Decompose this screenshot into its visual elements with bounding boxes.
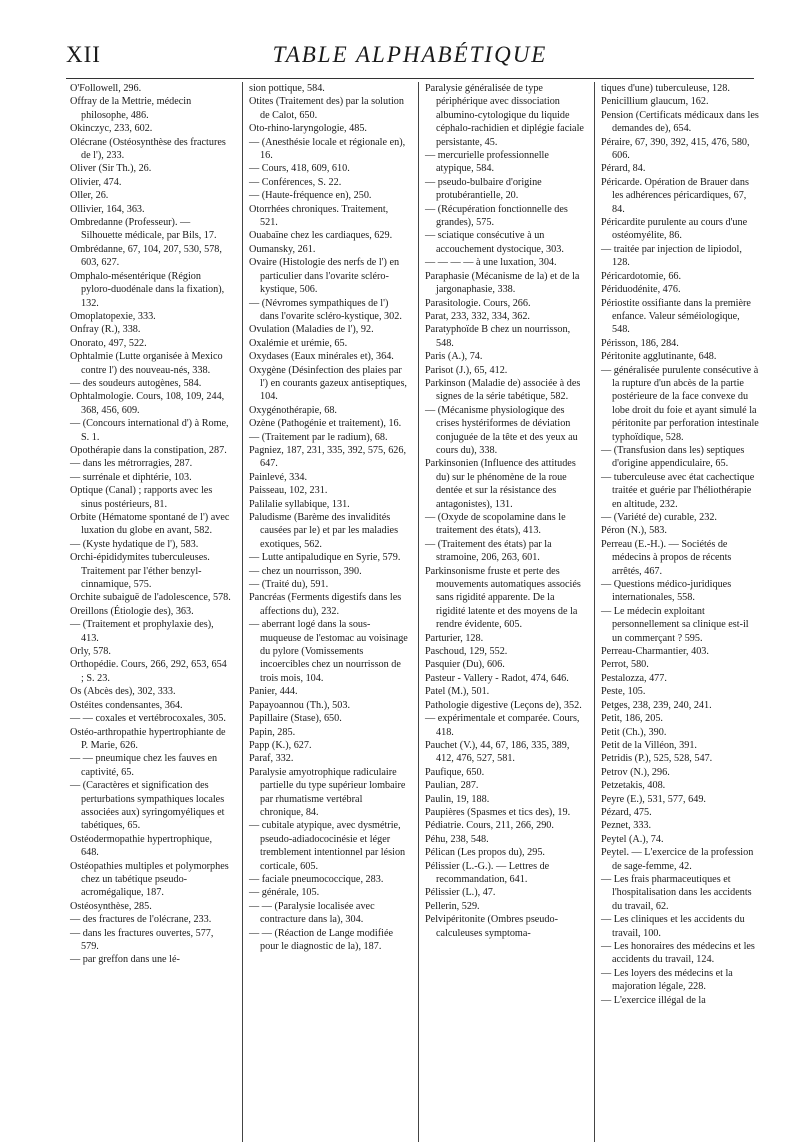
index-entry: Orly, 578.	[70, 646, 111, 658]
index-entry: — des fractures de l'olécrane, 233.	[70, 914, 212, 926]
index-entry: Péritonite agglutinante, 648.	[601, 351, 717, 363]
index-entry: Oumansky, 261.	[249, 243, 316, 255]
index-entry: — Le médecin exploitant personnellement sa clinique est-il un commerçant ? 595.	[601, 605, 749, 644]
index-entry: Papayoannou (Th.), 503.	[249, 699, 351, 711]
index-entry: — Lutte antipaludique en Syrie, 579.	[249, 552, 401, 564]
index-entry: Ovulation (Maladies de l'), 92.	[249, 324, 374, 336]
index-entry: Otites (Traitement des) par la solution de Calot, 650.	[249, 96, 404, 121]
index-entry: Peste, 105.	[601, 686, 646, 698]
index-entry: Petit de la Villéon, 391.	[601, 739, 697, 751]
index-entry: Pasteur - Vallery - Radot, 474, 646.	[425, 672, 569, 684]
index-entry: Paupières (Spasmes et tics des), 19.	[425, 806, 571, 818]
page-header	[66, 42, 754, 79]
index-entry: — (Transfusion dans les) septiques d'origine appendiculaire, 65.	[601, 444, 745, 470]
index-entry: Pézard, 475.	[601, 806, 652, 818]
index-entry: Périduodénite, 476.	[601, 284, 681, 296]
index-entry: Ombredanne (Professeur). — Silhouette médicale, par Bils, 17.	[70, 217, 217, 242]
index-entry: — (Névromes sympathiques de l') dans l'ovarite scléro-kystique, 302.	[249, 297, 402, 322]
index-entry: Offray de la Mettrie, médecin philosophe, 486.	[70, 96, 192, 121]
index-entry: Papp (K.), 627.	[249, 739, 312, 751]
index-entry: Oreillons (Étiologie des), 363.	[70, 605, 194, 617]
index-entry: Ostéosynthèse, 285.	[70, 900, 152, 912]
index-entry: Orthopédie. Cours, 266, 292, 653, 654 ; S. 23.	[70, 659, 227, 684]
index-entry: Pérard, 84.	[601, 163, 646, 175]
index-entry: Péricardite purulente au cours d'une ostéomyélite, 86.	[601, 217, 748, 242]
index-entry: Patel (M.), 501.	[425, 686, 490, 698]
index-entry: Omoplatopexie, 333.	[70, 310, 156, 322]
index-entry: Périsson, 186, 284.	[601, 337, 679, 349]
index-entry: Oxygénothérapie, 68.	[249, 404, 337, 416]
index-entry: Palilalie syllabique, 131.	[249, 498, 350, 510]
index-entry: — (Traitement et prophylaxie des), 413.	[70, 619, 214, 644]
index-entry: Pathologie digestive (Leçons de), 352.	[425, 699, 582, 711]
index-entry: Pauchet (V.), 44, 67, 186, 335, 389, 412, 476, 527, 581.	[425, 739, 570, 765]
running-title: TABLE ALPHABÉTIQUE	[272, 42, 548, 67]
index-entry: Pellerin, 529.	[425, 900, 480, 912]
index-entry: — — (Paralysie localisée avec contracture dans la), 304.	[249, 900, 375, 926]
index-entry: Pasquier (Du), 606.	[425, 659, 505, 671]
index-entry: — (Kyste hydatique de l'), 583.	[70, 538, 199, 550]
index-entry: — (Mécanisme physiologique des crises hystériformes de déviation conjuguée de la tête et des yeux au cours du), 338.	[425, 404, 578, 456]
index-entry: Périostite ossifiante dans la première enfance. Valeur séméiologique, 548.	[601, 297, 751, 336]
index-entry: — (Variété de) curable, 232.	[601, 512, 717, 523]
index-entry: Parturier, 128.	[425, 632, 484, 644]
index-entry: — cubitale atypique, avec dysmétrie, pseudo-adiadococinésie et léger tremblement intentionnel par lésion corticale, 605.	[249, 820, 406, 872]
index-entry: — traitée par injection de lipiodol, 128.	[601, 243, 742, 269]
index-entry: Opothérapie dans la constipation, 287.	[70, 444, 227, 456]
index-entry: Parasitologie. Cours, 266.	[425, 297, 531, 309]
index-entry: Onorato, 497, 522.	[70, 337, 147, 349]
index-entry: — (Récupération fonctionnelle des grandes), 575.	[425, 203, 568, 229]
index-entry: Paludisme (Barème des invalidités causées par le) et par les maladies exotiques, 562.	[249, 512, 399, 550]
index-entry: Painlevé, 334.	[249, 471, 308, 483]
index-entry: Parkinsonien (Influence des attitudes du) sur le phénomène de la roue dentée et sur la résistance des antagonistes), 131.	[425, 458, 576, 510]
index-entry: — (Traitement des états) par la stramoine, 206, 263, 601.	[425, 538, 552, 564]
index-entry: Otorrhées chroniques. Traitement, 521.	[249, 203, 389, 229]
index-entry: Paris (A.), 74.	[425, 351, 483, 363]
index-entry: Pélissier (L.-G.). — Lettres de recommandation, 641.	[425, 860, 550, 885]
index-entry: — faciale pneumococcique, 283.	[249, 873, 384, 885]
index-entry: Pancréas (Ferments digestifs dans les affections du), 232.	[249, 592, 402, 617]
index-entry: Ostéites condensantes, 364.	[70, 699, 183, 711]
index-entry: — Les cliniques et les accidents du travail, 100.	[601, 914, 745, 939]
index-entry: Péhu, 238, 548.	[425, 833, 489, 845]
index-entry: — (Caractères et signification des perturbations sympathiques locales associées aux) syringomyéliques et tabétiques, 65.	[70, 780, 225, 832]
index-entry: Paraf, 332.	[249, 753, 294, 765]
index-column-1	[66, 82, 236, 1142]
index-entry: Paschoud, 129, 552.	[425, 646, 508, 658]
index-entry: Péron (N.), 583.	[601, 525, 667, 537]
index-entry: Orbite (Hématome spontané de l') avec luxation du globe en avant, 582.	[70, 512, 230, 537]
index-entry: — Questions médico-juridiques internationales, 558.	[601, 579, 732, 604]
index-entry: Paulin, 19, 188.	[425, 793, 490, 805]
index-entry: — (Oxyde de scopolamine dans le traitement des états), 413.	[425, 512, 566, 537]
index-entry: Ovaire (Histologie des nerfs de l') en particulier dans l'ovarite scléro-kystique, 506.	[249, 257, 400, 296]
index-entry: sion pottique, 584.	[249, 83, 325, 94]
index-entry: — Les loyers des médecins et la majoration légale, 228.	[601, 967, 733, 993]
index-entry: — généralisée purulente consécutive à la rupture d'un abcès de la partie postérieure de la face convexe du lobe droit du foie et ayant simulé la péritonite par perforation intestinale typhoïdique, 528.	[601, 364, 759, 443]
index-entry: Péraire, 67, 390, 392, 415, 476, 580, 606.	[601, 136, 750, 162]
index-entry: — expérimentale et comparée. Cours, 418.	[425, 713, 580, 738]
index-entry: — surrénale et diphtérie, 103.	[70, 471, 192, 483]
index-entry: — (Haute-fréquence en), 250.	[249, 190, 372, 202]
index-entry: Ombrédanne, 67, 104, 207, 530, 578, 603, 627.	[70, 243, 222, 269]
index-entry: — tuberculeuse avec état cachectique traitée et guérie par l'héliothérapie en altitude, 232.	[601, 471, 755, 510]
index-entry: Perreau-Charmantier, 403.	[601, 646, 709, 658]
index-entry: — — pneumique chez les fauves en captivité, 65.	[70, 753, 218, 778]
index-entry: Péricarde. Opération de Brauer dans les adhérences péricardiques, 67, 84.	[601, 176, 749, 215]
index-entry: Oxydases (Eaux minérales et), 364.	[249, 351, 394, 363]
index-entry: — Cours, 418, 609, 610.	[249, 163, 350, 175]
index-entry: Pédiatrie. Cours, 211, 266, 290.	[425, 820, 554, 832]
index-entry: — dans les fractures ouvertes, 577, 579.	[70, 927, 214, 952]
index-entry: Oto-rhino-laryngologie, 485.	[249, 123, 367, 135]
index-entry: Panier, 444.	[249, 686, 298, 698]
index-entry: — par greffon dans une lé-	[70, 954, 180, 966]
index-entry: — des soudeurs autogènes, 584.	[70, 377, 202, 389]
index-entry: Petit (Ch.), 390.	[601, 726, 667, 738]
index-entry: Perrot, 580.	[601, 659, 649, 671]
index-entry: Optique (Canal) ; rapports avec les sinus postérieurs, 81.	[70, 485, 213, 510]
index-entry: Oller, 26.	[70, 190, 109, 202]
index-entry: — (Traitement par le radium), 68.	[249, 431, 388, 443]
index-entry: — (Traité du), 591.	[249, 579, 329, 591]
index-entry: — pseudo-bulbaire d'origine protubérantielle, 20.	[425, 176, 542, 202]
index-entry: Parkinson (Maladie de) associée à des signes de la série tabétique, 582.	[425, 377, 581, 403]
index-entry: Oliver (Sir Th.), 26.	[70, 163, 152, 175]
index-entry: Pagniez, 187, 231, 335, 392, 575, 626, 647.	[249, 444, 407, 470]
index-entry: Pension (Certificats médicaux dans les demandes de), 654.	[601, 109, 759, 135]
index-column-4	[594, 82, 764, 1142]
index-entry: — chez un nourrisson, 390.	[249, 565, 362, 577]
index-entry: Ozène (Pathogénie et traitement), 16.	[249, 418, 402, 430]
index-entry: tiques d'une) tuberculeuse, 128.	[601, 83, 730, 94]
index-entry: Oxygène (Désinfection des plaies par l') en courants gazeux antiseptiques, 104.	[249, 364, 407, 403]
index-entry: Orchi-épididymites tuberculeuses. Traitement par l'éther benzyl-cinnamique, 575.	[70, 552, 210, 591]
index-entry: Petit, 186, 205.	[601, 713, 663, 725]
index-entry: Papillaire (Stase), 650.	[249, 713, 342, 725]
index-entry: — — coxales et vertébrocoxales, 305.	[70, 713, 226, 725]
index-columns	[66, 82, 764, 1142]
index-entry: — sciatique consécutive à un accouchement dystocique, 303.	[425, 230, 564, 255]
index-entry: Pélican (Les propos du), 295.	[425, 847, 545, 859]
index-entry: Okinczyc, 233, 602.	[70, 123, 153, 135]
index-entry: Peyre (E.), 531, 577, 649.	[601, 793, 706, 805]
index-entry: Pestalozza, 477.	[601, 672, 667, 684]
index-entry: Petzetakis, 408.	[601, 780, 666, 792]
page-number: XII	[66, 42, 101, 67]
index-entry: Petges, 238, 239, 240, 241.	[601, 699, 712, 711]
index-entry: — générale, 105.	[249, 887, 320, 899]
index-entry: Penicillium glaucum, 162.	[601, 96, 709, 108]
index-entry: — Conférences, S. 22.	[249, 176, 342, 188]
index-entry: — Les honoraires des médecins et les accidents du travail, 124.	[601, 941, 755, 966]
index-entry: — dans les métrorragies, 287.	[70, 458, 193, 470]
index-entry: Ollivier, 164, 363.	[70, 203, 145, 215]
index-entry: Paulian, 287.	[425, 780, 479, 792]
index-entry: Ostéodermopathie hypertrophique, 648.	[70, 833, 213, 859]
index-entry: Olécrane (Ostéosynthèse des fractures de l'), 233.	[70, 136, 226, 162]
index-entry: — mercurielle professionnelle atypique, 584.	[425, 150, 549, 175]
index-entry: Orchite subaiguë de l'adolescence, 578.	[70, 592, 231, 604]
index-entry: — — — — à une luxation, 304.	[425, 257, 557, 269]
index-entry: — L'exercice illégal de la	[601, 994, 706, 1006]
index-entry: Parisot (J.), 65, 412.	[425, 364, 508, 376]
index-entry: Paratyphoïde B chez un nourrisson, 548.	[425, 324, 571, 349]
index-entry: Oxalémie et urémie, 65.	[249, 337, 348, 349]
index-entry: O'Followell, 296.	[70, 83, 142, 94]
index-entry: Péricardotomie, 66.	[601, 270, 682, 282]
index-entry: Ouabaïne chez les cardiaques, 629.	[249, 230, 393, 242]
index-entry: — Les frais pharmaceutiques et l'hospitalisation dans les accidents du travail, 62.	[601, 873, 752, 912]
index-entry: Onfray (R.), 338.	[70, 324, 141, 336]
index-entry: Papin, 285.	[249, 726, 296, 738]
index-entry: Ostéopathies multiples et polymorphes chez un tabétique pseudo-acromégalique, 187.	[70, 860, 229, 899]
index-entry: — — (Réaction de Lange modifiée pour le diagnostic de la), 187.	[249, 927, 393, 952]
index-entry: Peytel (A.), 74.	[601, 833, 664, 845]
index-entry: Ophtalmologie. Cours, 108, 109, 244, 368, 456, 609.	[70, 391, 225, 416]
index-entry: Parkinsonisme fruste et perte des mouvements automatiques associés sans rigidité apparente. De la rigidité latente et des moyens de la rendre évidente, 605.	[425, 565, 581, 631]
index-entry: Olivier, 474.	[70, 176, 122, 188]
index-entry: Os (Abcès des), 302, 333.	[70, 686, 176, 698]
index-entry: Petrov (N.), 296.	[601, 766, 670, 778]
index-entry: Pélissier (L.), 47.	[425, 887, 496, 899]
index-entry: Ophtalmie (Lutte organisée à Mexico contre l') des nouveau-nés, 338.	[70, 351, 223, 376]
index-entry: — (Concours international d') à Rome, S. 1.	[70, 418, 229, 443]
index-entry: Peytel. — L'exercice de la profession de sage-femme, 42.	[601, 847, 754, 872]
index-entry: Paufique, 650.	[425, 766, 485, 778]
index-entry: Pelvipéritonite (Ombres pseudo-calculeuses symptoma-	[425, 914, 558, 939]
index-entry: Paraphasie (Mécanisme de la) et de la jargonaphasie, 338.	[425, 270, 580, 296]
index-entry: Petridis (P.), 525, 528, 547.	[601, 753, 713, 765]
index-entry: Parat, 233, 332, 334, 362.	[425, 310, 530, 322]
index-entry: Paralysie généralisée de type périphérique avec dissociation albumino-cytologique du liquide céphalo-rachidien et diplégie faciale persistante, 45.	[425, 83, 584, 148]
index-entry: Perreau (E.-H.). — Sociétés de médecins à propos de récents arrêtés, 467.	[601, 538, 732, 577]
index-entry: — aberrant logé dans la sous-muqueuse de l'estomac au voisinage du pylore (Vomissements incoercibles chez un nourrisson de trois mois, 104.	[249, 619, 408, 684]
index-entry: Peznet, 333.	[601, 820, 652, 832]
index-entry: Paisseau, 102, 231.	[249, 485, 328, 497]
index-column-3	[418, 82, 588, 1142]
index-entry: Ostéo-arthropathie hypertrophiante de P. Marie, 626.	[70, 726, 226, 751]
index-entry: — (Anesthésie locale et régionale en), 16.	[249, 136, 406, 162]
index-column-2	[242, 82, 412, 1142]
index-entry: Omphalo-mésentérique (Région pyloro-duodénale dans la fixation), 132.	[70, 270, 225, 309]
index-entry: Paralysie amyotrophique radiculaire partielle du type supérieur lombaire par rhumatisme vertébral chronique, 84.	[249, 766, 406, 818]
